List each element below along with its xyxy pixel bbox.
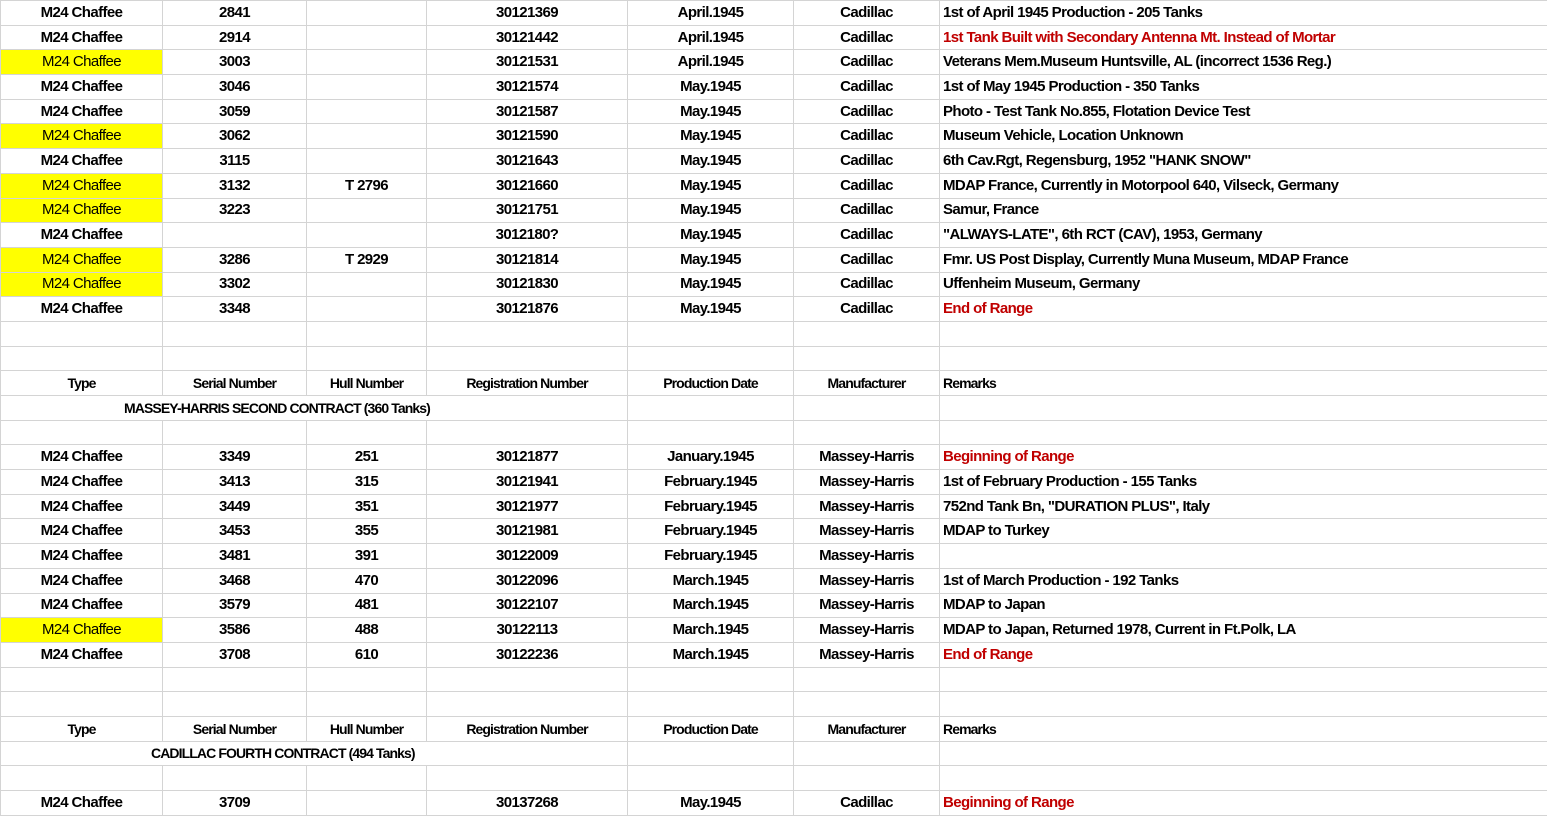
hull-cell[interactable]: [307, 223, 427, 248]
manufacturer-cell[interactable]: Cadillac: [794, 124, 940, 149]
hull-cell[interactable]: [307, 297, 427, 322]
empty-row: [1, 667, 1547, 692]
remarks-cell[interactable]: MDAP France, Currently in Motorpool 640, Vilseck, Germany: [940, 173, 1547, 198]
table-row: [1, 791, 1547, 816]
hull-cell[interactable]: [307, 75, 427, 100]
table-row: [1, 99, 1547, 124]
registration-cell[interactable]: 30121587: [427, 99, 628, 124]
registration-cell[interactable]: 30121531: [427, 50, 628, 75]
table-row: [1, 25, 1547, 50]
remarks-cell[interactable]: [940, 544, 1547, 569]
table-row: [1, 247, 1547, 272]
empty-cell[interactable]: [163, 346, 307, 371]
serial-cell[interactable]: 3349: [163, 445, 307, 470]
empty-cell[interactable]: [307, 667, 427, 692]
empty-cell[interactable]: [794, 346, 940, 371]
production-date-cell[interactable]: May.1945: [628, 149, 794, 174]
empty-cell[interactable]: [940, 667, 1547, 692]
header-registration-number[interactable]: Registration Number: [427, 371, 628, 396]
section-title-row: [1, 396, 1547, 421]
empty-cell[interactable]: [794, 692, 940, 717]
manufacturer-cell[interactable]: Massey-Harris: [794, 568, 940, 593]
type-cell[interactable]: M24 Chaffee: [1, 470, 163, 495]
manufacturer-cell[interactable]: Cadillac: [794, 272, 940, 297]
production-date-cell[interactable]: March.1945: [628, 593, 794, 618]
serial-cell[interactable]: 3003: [163, 50, 307, 75]
empty-cell[interactable]: [427, 420, 628, 445]
empty-cell[interactable]: [794, 766, 940, 791]
empty-cell[interactable]: [940, 766, 1547, 791]
manufacturer-cell[interactable]: Cadillac: [794, 149, 940, 174]
header-serial-number[interactable]: Serial Number: [163, 716, 307, 741]
table-row: [1, 618, 1547, 643]
table-row: [1, 198, 1547, 223]
empty-cell[interactable]: [163, 420, 307, 445]
serial-cell[interactable]: 3481: [163, 544, 307, 569]
serial-cell[interactable]: 3449: [163, 494, 307, 519]
table-row: [1, 544, 1547, 569]
header-production-date[interactable]: Production Date: [628, 716, 794, 741]
production-date-cell[interactable]: May.1945: [628, 297, 794, 322]
table-row: [1, 50, 1547, 75]
hull-cell[interactable]: [307, 791, 427, 816]
empty-cell[interactable]: [1, 692, 163, 717]
remarks-cell[interactable]: Beginning of Range: [940, 791, 1547, 816]
header-manufacturer[interactable]: Manufacturer: [794, 716, 940, 741]
production-date-cell[interactable]: May.1945: [628, 791, 794, 816]
empty-cell[interactable]: [307, 766, 427, 791]
hull-cell[interactable]: T 2929: [307, 247, 427, 272]
registration-cell[interactable]: 30121977: [427, 494, 628, 519]
empty-cell[interactable]: [628, 420, 794, 445]
empty-row: [1, 766, 1547, 791]
remarks-cell[interactable]: 752nd Tank Bn, "DURATION PLUS", Italy: [940, 494, 1547, 519]
remarks-cell[interactable]: 1st of February Production - 155 Tanks: [940, 470, 1547, 495]
manufacturer-cell[interactable]: Cadillac: [794, 75, 940, 100]
empty-cell[interactable]: [628, 766, 794, 791]
remarks-cell[interactable]: Uffenheim Museum, Germany: [940, 272, 1547, 297]
serial-cell[interactable]: 3468: [163, 568, 307, 593]
hull-cell[interactable]: [307, 99, 427, 124]
manufacturer-cell[interactable]: Massey-Harris: [794, 445, 940, 470]
empty-cell[interactable]: [628, 692, 794, 717]
hull-cell[interactable]: 251: [307, 445, 427, 470]
hull-cell[interactable]: T 2796: [307, 173, 427, 198]
section-title[interactable]: CADILLAC FOURTH CONTRACT (494 Tanks): [1, 741, 628, 766]
manufacturer-cell[interactable]: Cadillac: [794, 223, 940, 248]
table-row: [1, 568, 1547, 593]
empty-cell[interactable]: [307, 346, 427, 371]
registration-cell[interactable]: 30121751: [427, 198, 628, 223]
serial-cell[interactable]: [163, 223, 307, 248]
empty-cell[interactable]: [940, 692, 1547, 717]
production-date-cell[interactable]: February.1945: [628, 494, 794, 519]
empty-cell[interactable]: [427, 766, 628, 791]
registration-cell[interactable]: 30121643: [427, 149, 628, 174]
manufacturer-cell[interactable]: Cadillac: [794, 99, 940, 124]
manufacturer-cell[interactable]: Massey-Harris: [794, 494, 940, 519]
empty-row: [1, 346, 1547, 371]
type-cell[interactable]: M24 Chaffee: [1, 593, 163, 618]
header-hull-number[interactable]: Hull Number: [307, 716, 427, 741]
registration-cell[interactable]: 30121981: [427, 519, 628, 544]
type-cell[interactable]: M24 Chaffee: [1, 791, 163, 816]
table-row: [1, 1, 1547, 26]
table-row: [1, 149, 1547, 174]
registration-cell[interactable]: 3012180?: [427, 223, 628, 248]
registration-cell[interactable]: 30122113: [427, 618, 628, 643]
empty-cell[interactable]: [628, 667, 794, 692]
type-cell[interactable]: M24 Chaffee: [1, 198, 163, 223]
registration-cell[interactable]: 30137268: [427, 791, 628, 816]
production-date-cell[interactable]: May.1945: [628, 173, 794, 198]
table-row: [1, 642, 1547, 667]
serial-cell[interactable]: 3286: [163, 247, 307, 272]
section-title[interactable]: MASSEY-HARRIS SECOND CONTRACT (360 Tanks): [1, 396, 628, 421]
type-cell[interactable]: M24 Chaffee: [1, 99, 163, 124]
empty-cell[interactable]: [427, 667, 628, 692]
registration-cell[interactable]: 30121876: [427, 297, 628, 322]
serial-cell[interactable]: 3413: [163, 470, 307, 495]
serial-cell[interactable]: 3348: [163, 297, 307, 322]
type-cell[interactable]: M24 Chaffee: [1, 173, 163, 198]
remarks-cell[interactable]: 1st Tank Built with Secondary Antenna Mt. Instead of Mortar: [940, 25, 1547, 50]
hull-cell[interactable]: [307, 272, 427, 297]
registration-cell[interactable]: 30121941: [427, 470, 628, 495]
registration-cell[interactable]: 30121574: [427, 75, 628, 100]
hull-cell[interactable]: [307, 25, 427, 50]
header-hull-number[interactable]: Hull Number: [307, 371, 427, 396]
type-cell[interactable]: M24 Chaffee: [1, 1, 163, 26]
type-cell[interactable]: M24 Chaffee: [1, 272, 163, 297]
production-date-cell[interactable]: January.1945: [628, 445, 794, 470]
remarks-cell[interactable]: 1st of May 1945 Production - 350 Tanks: [940, 75, 1547, 100]
empty-row: [1, 692, 1547, 717]
empty-cell[interactable]: [940, 396, 1547, 421]
manufacturer-cell[interactable]: Massey-Harris: [794, 642, 940, 667]
empty-cell[interactable]: [307, 420, 427, 445]
empty-cell[interactable]: [794, 667, 940, 692]
remarks-cell[interactable]: Fmr. US Post Display, Currently Muna Museum, MDAP France: [940, 247, 1547, 272]
header-remarks[interactable]: Remarks: [940, 371, 1547, 396]
production-date-cell[interactable]: February.1945: [628, 544, 794, 569]
production-date-cell[interactable]: March.1945: [628, 618, 794, 643]
type-cell[interactable]: M24 Chaffee: [1, 642, 163, 667]
type-cell[interactable]: M24 Chaffee: [1, 445, 163, 470]
empty-cell[interactable]: [1, 420, 163, 445]
hull-cell[interactable]: 351: [307, 494, 427, 519]
registration-cell[interactable]: 30121660: [427, 173, 628, 198]
type-cell[interactable]: M24 Chaffee: [1, 544, 163, 569]
header-registration-number[interactable]: Registration Number: [427, 716, 628, 741]
registration-cell[interactable]: 30122009: [427, 544, 628, 569]
serial-cell[interactable]: 3709: [163, 791, 307, 816]
production-date-cell[interactable]: March.1945: [628, 568, 794, 593]
type-cell[interactable]: M24 Chaffee: [1, 297, 163, 322]
remarks-cell[interactable]: Photo - Test Tank No.855, Flotation Device Test: [940, 99, 1547, 124]
empty-cell[interactable]: [163, 692, 307, 717]
hull-cell[interactable]: 315: [307, 470, 427, 495]
hull-cell[interactable]: [307, 50, 427, 75]
empty-cell[interactable]: [628, 396, 794, 421]
empty-cell[interactable]: [794, 321, 940, 346]
manufacturer-cell[interactable]: Cadillac: [794, 50, 940, 75]
serial-cell[interactable]: 2914: [163, 25, 307, 50]
production-date-cell[interactable]: May.1945: [628, 124, 794, 149]
serial-cell[interactable]: 3059: [163, 99, 307, 124]
remarks-cell[interactable]: End of Range: [940, 642, 1547, 667]
production-date-cell[interactable]: May.1945: [628, 75, 794, 100]
serial-cell[interactable]: 3115: [163, 149, 307, 174]
type-cell[interactable]: M24 Chaffee: [1, 618, 163, 643]
hull-cell[interactable]: [307, 124, 427, 149]
table-row: [1, 297, 1547, 322]
registration-cell[interactable]: 30121590: [427, 124, 628, 149]
serial-cell[interactable]: 3708: [163, 642, 307, 667]
header-manufacturer[interactable]: Manufacturer: [794, 371, 940, 396]
empty-cell[interactable]: [940, 346, 1547, 371]
remarks-cell[interactable]: "ALWAYS-LATE", 6th RCT (CAV), 1953, Germany: [940, 223, 1547, 248]
remarks-cell[interactable]: 1st of April 1945 Production - 205 Tanks: [940, 1, 1547, 26]
serial-cell[interactable]: 3223: [163, 198, 307, 223]
empty-row: [1, 420, 1547, 445]
production-date-cell[interactable]: May.1945: [628, 198, 794, 223]
remarks-cell[interactable]: MDAP to Turkey: [940, 519, 1547, 544]
registration-cell[interactable]: 30121369: [427, 1, 628, 26]
empty-cell[interactable]: [794, 396, 940, 421]
registration-cell[interactable]: 30121442: [427, 25, 628, 50]
empty-cell[interactable]: [307, 692, 427, 717]
production-date-cell[interactable]: April.1945: [628, 50, 794, 75]
empty-cell[interactable]: [628, 321, 794, 346]
hull-cell[interactable]: 481: [307, 593, 427, 618]
table-row: [1, 223, 1547, 248]
type-cell[interactable]: M24 Chaffee: [1, 149, 163, 174]
type-cell[interactable]: M24 Chaffee: [1, 247, 163, 272]
table-row: [1, 445, 1547, 470]
section-title-row: [1, 741, 1547, 766]
hull-cell[interactable]: 488: [307, 618, 427, 643]
table-row: [1, 519, 1547, 544]
empty-cell[interactable]: [427, 321, 628, 346]
registration-cell[interactable]: 30122107: [427, 593, 628, 618]
hull-cell[interactable]: [307, 1, 427, 26]
manufacturer-cell[interactable]: Cadillac: [794, 25, 940, 50]
type-cell[interactable]: M24 Chaffee: [1, 494, 163, 519]
table-row: [1, 494, 1547, 519]
hull-cell[interactable]: 610: [307, 642, 427, 667]
registration-cell[interactable]: 30121814: [427, 247, 628, 272]
empty-cell[interactable]: [940, 420, 1547, 445]
empty-cell[interactable]: [163, 766, 307, 791]
column-header-row: [1, 371, 1547, 396]
table-row: [1, 173, 1547, 198]
empty-cell[interactable]: [940, 741, 1547, 766]
registration-cell[interactable]: 30121877: [427, 445, 628, 470]
header-remarks[interactable]: Remarks: [940, 716, 1547, 741]
empty-cell[interactable]: [794, 741, 940, 766]
hull-cell[interactable]: [307, 149, 427, 174]
type-cell[interactable]: M24 Chaffee: [1, 25, 163, 50]
production-date-cell[interactable]: May.1945: [628, 272, 794, 297]
remarks-cell[interactable]: Samur, France: [940, 198, 1547, 223]
table-row: [1, 75, 1547, 100]
serial-cell[interactable]: 3453: [163, 519, 307, 544]
table-row: [1, 470, 1547, 495]
type-cell[interactable]: M24 Chaffee: [1, 75, 163, 100]
empty-cell[interactable]: [628, 346, 794, 371]
hull-cell[interactable]: 470: [307, 568, 427, 593]
empty-cell[interactable]: [1, 766, 163, 791]
header-production-date[interactable]: Production Date: [628, 371, 794, 396]
remarks-cell[interactable]: 1st of March Production - 192 Tanks: [940, 568, 1547, 593]
header-type[interactable]: Type: [1, 371, 163, 396]
type-cell[interactable]: M24 Chaffee: [1, 50, 163, 75]
type-cell[interactable]: M24 Chaffee: [1, 124, 163, 149]
empty-row: [1, 321, 1547, 346]
serial-cell[interactable]: 3132: [163, 173, 307, 198]
production-date-cell[interactable]: April.1945: [628, 25, 794, 50]
empty-cell[interactable]: [427, 692, 628, 717]
empty-cell[interactable]: [1, 346, 163, 371]
production-date-cell[interactable]: February.1945: [628, 519, 794, 544]
empty-cell[interactable]: [1, 321, 163, 346]
remarks-cell[interactable]: 6th Cav.Rgt, Regensburg, 1952 "HANK SNOW": [940, 149, 1547, 174]
type-cell[interactable]: M24 Chaffee: [1, 519, 163, 544]
manufacturer-cell[interactable]: Massey-Harris: [794, 470, 940, 495]
remarks-cell[interactable]: Beginning of Range: [940, 445, 1547, 470]
production-date-cell[interactable]: May.1945: [628, 247, 794, 272]
manufacturer-cell[interactable]: Cadillac: [794, 198, 940, 223]
manufacturer-cell[interactable]: Massey-Harris: [794, 544, 940, 569]
remarks-cell[interactable]: End of Range: [940, 297, 1547, 322]
empty-cell[interactable]: [163, 321, 307, 346]
empty-cell[interactable]: [794, 420, 940, 445]
production-date-cell[interactable]: March.1945: [628, 642, 794, 667]
manufacturer-cell[interactable]: Cadillac: [794, 247, 940, 272]
manufacturer-cell[interactable]: Massey-Harris: [794, 593, 940, 618]
hull-cell[interactable]: 355: [307, 519, 427, 544]
registration-cell[interactable]: 30122236: [427, 642, 628, 667]
empty-cell[interactable]: [163, 667, 307, 692]
production-date-cell[interactable]: April.1945: [628, 1, 794, 26]
header-serial-number[interactable]: Serial Number: [163, 371, 307, 396]
registration-cell[interactable]: 30121830: [427, 272, 628, 297]
manufacturer-cell[interactable]: Cadillac: [794, 297, 940, 322]
remarks-cell[interactable]: MDAP to Japan, Returned 1978, Current in Ft.Polk, LA: [940, 618, 1547, 643]
serial-cell[interactable]: 3302: [163, 272, 307, 297]
remarks-cell[interactable]: Museum Vehicle, Location Unknown: [940, 124, 1547, 149]
serial-cell[interactable]: 3046: [163, 75, 307, 100]
type-cell[interactable]: M24 Chaffee: [1, 568, 163, 593]
manufacturer-cell[interactable]: Cadillac: [794, 173, 940, 198]
table-row: [1, 272, 1547, 297]
manufacturer-cell[interactable]: Massey-Harris: [794, 618, 940, 643]
production-date-cell[interactable]: May.1945: [628, 99, 794, 124]
table-row: [1, 124, 1547, 149]
manufacturer-cell[interactable]: Massey-Harris: [794, 519, 940, 544]
serial-cell[interactable]: 3586: [163, 618, 307, 643]
column-header-row: [1, 716, 1547, 741]
header-type[interactable]: Type: [1, 716, 163, 741]
production-date-cell[interactable]: February.1945: [628, 470, 794, 495]
empty-cell[interactable]: [1, 667, 163, 692]
type-cell[interactable]: M24 Chaffee: [1, 223, 163, 248]
empty-cell[interactable]: [307, 321, 427, 346]
remarks-cell[interactable]: MDAP to Japan: [940, 593, 1547, 618]
table-row: [1, 593, 1547, 618]
serial-cell[interactable]: 2841: [163, 1, 307, 26]
manufacturer-cell[interactable]: Cadillac: [794, 791, 940, 816]
hull-cell[interactable]: 391: [307, 544, 427, 569]
remarks-cell[interactable]: Veterans Mem.Museum Huntsville, AL (incorrect 1536 Reg.): [940, 50, 1547, 75]
manufacturer-cell[interactable]: Cadillac: [794, 1, 940, 26]
empty-cell[interactable]: [628, 741, 794, 766]
production-date-cell[interactable]: May.1945: [628, 223, 794, 248]
serial-cell[interactable]: 3062: [163, 124, 307, 149]
registration-cell[interactable]: 30122096: [427, 568, 628, 593]
hull-cell[interactable]: [307, 198, 427, 223]
empty-cell[interactable]: [940, 321, 1547, 346]
serial-cell[interactable]: 3579: [163, 593, 307, 618]
empty-cell[interactable]: [427, 346, 628, 371]
